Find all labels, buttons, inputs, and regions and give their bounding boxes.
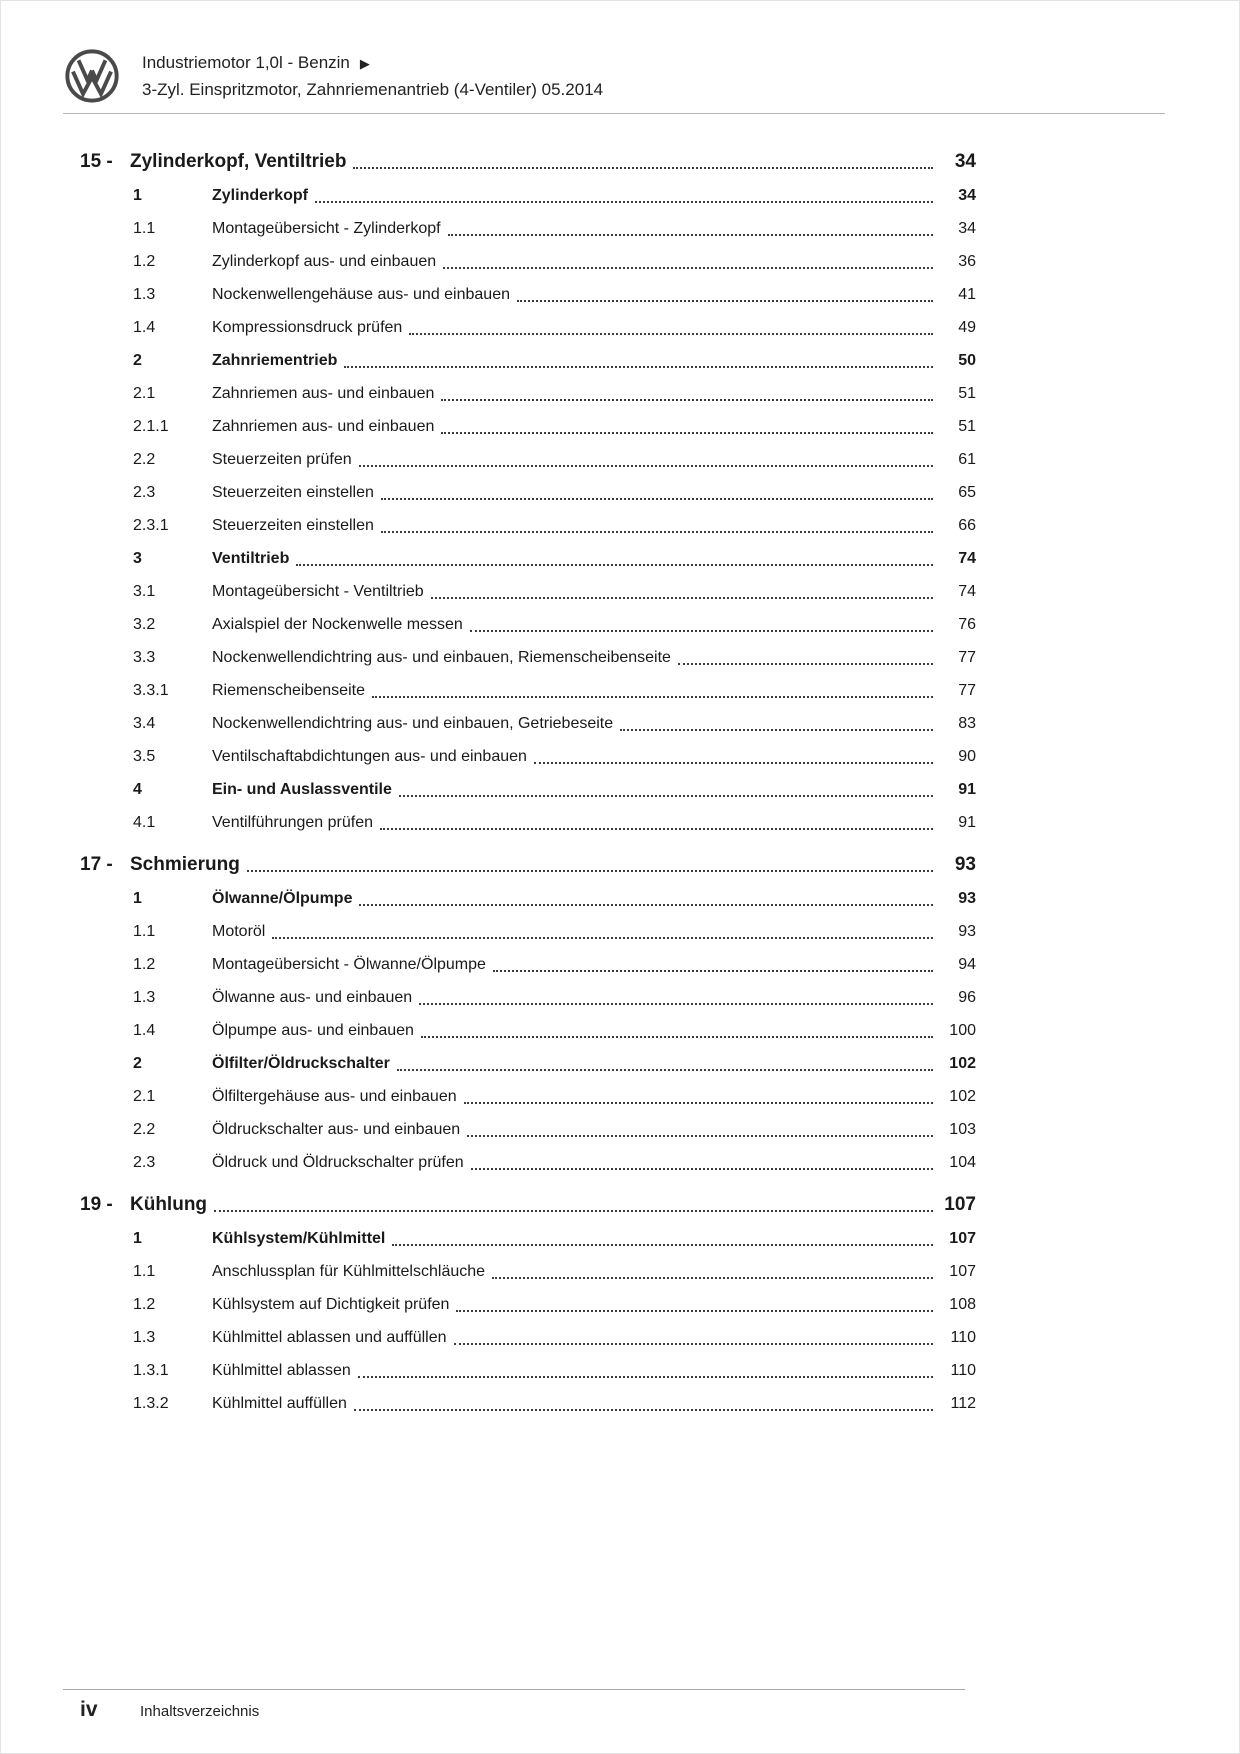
- dotted-leader: [344, 366, 933, 368]
- toc-entry-number: 1.1: [133, 923, 156, 940]
- toc-entry-number: 4.1: [133, 814, 156, 831]
- toc-entry[interactable]: [80, 882, 976, 915]
- toc-entry[interactable]: [80, 443, 976, 476]
- toc-entry-title: Ölpumpe aus- und einbauen: [212, 1022, 414, 1039]
- toc-entry-page: 100: [949, 1022, 976, 1039]
- dotted-leader: [315, 201, 933, 203]
- toc-entry-title: Ölwanne/Ölpumpe: [212, 890, 353, 907]
- dotted-leader: [678, 663, 933, 665]
- toc-entry-title: Öldruckschalter aus- und einbauen: [212, 1121, 461, 1138]
- toc-entry[interactable]: [80, 848, 976, 882]
- toc-entry[interactable]: [80, 145, 976, 179]
- toc-entry[interactable]: [80, 1014, 976, 1047]
- toc-entry[interactable]: [80, 377, 976, 410]
- toc-entry-title: Ölfilter/Öldruckschalter: [212, 1055, 390, 1072]
- document-subtitle: 3-Zyl. Einspritzmotor, Zahnriemenantrieb (4-Ventiler) 05.2014: [142, 80, 604, 99]
- toc-entry-title: Riemenscheibenseite: [212, 682, 365, 699]
- toc-entry-page: 77: [958, 682, 976, 699]
- toc-entry-number: 3.3: [133, 649, 156, 666]
- toc-entry-title: Öldruck und Öldruckschalter prüfen: [212, 1154, 464, 1171]
- toc-entry[interactable]: [80, 1113, 976, 1146]
- toc-entry[interactable]: [80, 278, 976, 311]
- dotted-leader: [441, 432, 933, 434]
- dotted-leader: [421, 1036, 933, 1038]
- dotted-leader: [534, 762, 933, 764]
- dotted-leader: [354, 1409, 933, 1411]
- toc-entry[interactable]: [80, 1188, 976, 1222]
- page-header: [64, 48, 1165, 104]
- toc-entry-title: Kühlung: [130, 1194, 208, 1215]
- toc-entry-number: 1: [133, 187, 142, 204]
- toc-entry-title: Kompressionsdruck prüfen: [212, 319, 403, 336]
- toc-entry-number: 3: [133, 550, 142, 567]
- dotted-leader: [372, 696, 933, 698]
- toc-entry-number: 1.1: [133, 1263, 156, 1280]
- dotted-leader: [381, 498, 933, 500]
- toc-entry-page: 36: [958, 253, 976, 270]
- dotted-leader: [467, 1135, 933, 1137]
- toc-entry-title: Ölwanne aus- und einbauen: [212, 989, 413, 1006]
- dotted-leader: [471, 1168, 933, 1170]
- toc-entry-title: Kühlmittel ablassen: [212, 1362, 351, 1379]
- toc-entry-page: 93: [958, 923, 976, 940]
- toc-entry-page: 107: [949, 1263, 976, 1280]
- footer-page-number: iv: [80, 1698, 98, 1721]
- toc-entry-title: Nockenwellengehäuse aus- und einbauen: [212, 286, 510, 303]
- dotted-leader: [431, 597, 933, 599]
- toc-entry-number: 4: [133, 781, 142, 798]
- dotted-leader: [380, 828, 933, 830]
- toc-entry-page: 93: [954, 854, 976, 875]
- toc-entry-page: 96: [958, 989, 976, 1006]
- toc-entry-title: Zylinderkopf, Ventiltrieb: [130, 151, 347, 172]
- toc-entry[interactable]: [80, 948, 976, 981]
- toc-entry[interactable]: [80, 806, 976, 839]
- toc-entry[interactable]: [80, 476, 976, 509]
- footer-label: Inhaltsverzeichnis: [140, 1703, 260, 1720]
- dotted-leader: [517, 300, 933, 302]
- toc-entry[interactable]: [80, 981, 976, 1014]
- toc-entry-page: 90: [958, 748, 976, 765]
- toc-entry[interactable]: [80, 608, 976, 641]
- toc-entry-number: 1.4: [133, 1022, 156, 1039]
- dotted-leader: [381, 531, 933, 533]
- toc-entry[interactable]: [80, 1047, 976, 1080]
- toc-entry[interactable]: [80, 1146, 976, 1179]
- page-footer: [80, 1698, 259, 1722]
- toc-entry-number: 1.1: [133, 220, 156, 237]
- toc-entry-title: Kühlsystem auf Dichtigkeit prüfen: [212, 1296, 450, 1313]
- dotted-leader: [441, 399, 933, 401]
- toc-entry-number: 19 -: [80, 1194, 113, 1215]
- toc-entry-page: 34: [958, 187, 976, 204]
- toc-entry[interactable]: [80, 1288, 976, 1321]
- toc-entry-page: 34: [958, 220, 976, 237]
- toc-entry-title: Kühlsystem/Kühlmittel: [212, 1230, 386, 1247]
- toc-entry-title: Montageübersicht - Zylinderkopf: [212, 220, 441, 237]
- toc-entry-page: 102: [949, 1088, 976, 1105]
- toc-entry-number: 2: [133, 1055, 142, 1072]
- header-text: [142, 48, 603, 103]
- toc-entry-number: 3.2: [133, 616, 156, 633]
- toc-entry-page: 61: [958, 451, 976, 468]
- dotted-leader: [359, 465, 933, 467]
- toc-entry-page: 103: [949, 1121, 976, 1138]
- toc-entry-title: Ölfiltergehäuse aus- und einbauen: [212, 1088, 457, 1105]
- toc-entry[interactable]: [80, 212, 976, 245]
- toc-entry-title: Zahnriemen aus- und einbauen: [212, 385, 435, 402]
- dotted-leader: [464, 1102, 933, 1104]
- toc-entry-number: 1.3.2: [133, 1395, 169, 1412]
- toc-entry-title: Zylinderkopf: [212, 187, 309, 204]
- toc-entry-number: 1.3: [133, 286, 156, 303]
- dotted-leader: [247, 870, 933, 872]
- dotted-leader: [456, 1310, 933, 1312]
- toc-entry-title: Schmierung: [130, 854, 240, 875]
- toc-entry-number: 17 -: [80, 854, 113, 875]
- dotted-leader: [214, 1210, 933, 1212]
- dotted-leader: [359, 904, 933, 906]
- header-divider: [63, 113, 1165, 114]
- toc-entry-number: 3.4: [133, 715, 156, 732]
- toc-entry-title: Montageübersicht - Ventiltrieb: [212, 583, 424, 600]
- toc-entry[interactable]: [80, 773, 976, 806]
- toc-entry[interactable]: [80, 1387, 976, 1420]
- toc-entry-page: 74: [958, 550, 976, 567]
- toc-entry[interactable]: [80, 509, 976, 542]
- toc-entry-page: 34: [954, 151, 976, 172]
- toc-entry-page: 65: [958, 484, 976, 501]
- toc-entry-number: 2.2: [133, 1121, 156, 1138]
- dotted-leader: [397, 1069, 933, 1071]
- toc-entry[interactable]: [80, 410, 976, 443]
- dotted-leader: [353, 167, 933, 169]
- toc-entry-number: 3.1: [133, 583, 156, 600]
- dotted-leader: [448, 234, 933, 236]
- toc-entry-title: Nockenwellendichtring aus- und einbauen, Getriebeseite: [212, 715, 614, 732]
- toc-entry-page: 41: [958, 286, 976, 303]
- toc-entry-number: 1.3.1: [133, 1362, 169, 1379]
- toc-entry-title: Axialspiel der Nockenwelle messen: [212, 616, 463, 633]
- dotted-leader: [392, 1244, 933, 1246]
- toc-entry-title: Ventiltrieb: [212, 550, 290, 567]
- dotted-leader: [419, 1003, 933, 1005]
- arrow-right-icon: ▶: [359, 56, 370, 71]
- toc-entry-title: Steuerzeiten prüfen: [212, 451, 352, 468]
- dotted-leader: [399, 795, 933, 797]
- footer-divider: [63, 1689, 965, 1690]
- toc-entry[interactable]: [80, 179, 976, 212]
- toc-entry[interactable]: [80, 1321, 976, 1354]
- toc-entry-page: 50: [958, 352, 976, 369]
- document-title-text: Industriemotor 1,0l - Benzin: [142, 53, 350, 72]
- toc-entry-number: 2.3.1: [133, 517, 169, 534]
- dotted-leader: [443, 267, 933, 269]
- toc-entry-page: 51: [958, 385, 976, 402]
- toc-entry-number: 2.2: [133, 451, 156, 468]
- toc-entry-page: 110: [950, 1362, 976, 1379]
- toc-entry-number: 2.1: [133, 385, 156, 402]
- toc-entry-title: Kühlmittel ablassen und auffüllen: [212, 1329, 447, 1346]
- dotted-leader: [493, 970, 933, 972]
- toc-entry-title: Anschlussplan für Kühlmittelschläuche: [212, 1263, 486, 1280]
- toc-entry-title: Ein- und Auslassventile: [212, 781, 392, 798]
- toc-entry[interactable]: [80, 915, 976, 948]
- vw-logo-icon: [64, 48, 120, 104]
- toc-entry-number: 1.3: [133, 989, 156, 1006]
- toc-entry-number: 1: [133, 1230, 142, 1247]
- toc-entry-number: 2.1.1: [133, 418, 169, 435]
- toc-entry-title: Zahnriemen aus- und einbauen: [212, 418, 435, 435]
- toc-entry-title: Zahnriementrieb: [212, 352, 338, 369]
- toc-entry-title: Nockenwellendichtring aus- und einbauen, Riemenscheibenseite: [212, 649, 671, 666]
- toc-entry-page: 93: [958, 890, 976, 907]
- toc-entry-number: 3.3.1: [133, 682, 169, 699]
- toc-entry-page: 51: [958, 418, 976, 435]
- toc-entry[interactable]: [80, 575, 976, 608]
- dotted-leader: [454, 1343, 933, 1345]
- toc: [80, 136, 976, 1420]
- toc-entry-title: Ventilführungen prüfen: [212, 814, 374, 831]
- toc-entry-page: 107: [949, 1230, 976, 1247]
- toc-entry[interactable]: [80, 740, 976, 773]
- toc-entry-number: 15 -: [80, 151, 113, 172]
- toc-entry-title: Zylinderkopf aus- und einbauen: [212, 253, 437, 270]
- toc-entry-title: Steuerzeiten einstellen: [212, 484, 374, 501]
- toc-entry-page: 74: [958, 583, 976, 600]
- dotted-leader: [409, 333, 933, 335]
- toc-entry-page: 77: [958, 649, 976, 666]
- dotted-leader: [296, 564, 933, 566]
- toc-entry-number: 1.4: [133, 319, 156, 336]
- toc-entry[interactable]: [80, 245, 976, 278]
- toc-entry[interactable]: [80, 707, 976, 740]
- toc-entry-page: 76: [958, 616, 976, 633]
- toc-entry-number: 2.3: [133, 1154, 156, 1171]
- toc-entry-number: 1.3: [133, 1329, 156, 1346]
- toc-entry-title: Kühlmittel auffüllen: [212, 1395, 347, 1412]
- toc-entry-number: 2.1: [133, 1088, 156, 1105]
- toc-entry-page: 94: [958, 956, 976, 973]
- toc-entry-number: 2: [133, 352, 142, 369]
- toc-entry-page: 112: [950, 1395, 976, 1412]
- toc-entry[interactable]: [80, 542, 976, 575]
- toc-entry-number: 1.2: [133, 956, 156, 973]
- toc-entry-page: 91: [958, 814, 976, 831]
- toc-entry[interactable]: [80, 1080, 976, 1113]
- toc-entry-number: 1: [133, 890, 142, 907]
- toc-entry-page: 108: [949, 1296, 976, 1313]
- toc-entry-title: Ventilschaftabdichtungen aus- und einbauen: [212, 748, 527, 765]
- toc-entry-title: Motoröl: [212, 923, 266, 940]
- toc-entry[interactable]: [80, 1255, 976, 1288]
- dotted-leader: [492, 1277, 933, 1279]
- toc-entry[interactable]: [80, 311, 976, 344]
- document-title: [142, 50, 603, 77]
- toc-entry-page: 49: [958, 319, 976, 336]
- toc-entry-title: Steuerzeiten einstellen: [212, 517, 374, 534]
- toc-entry[interactable]: [80, 674, 976, 707]
- toc-entry-page: 107: [944, 1194, 976, 1215]
- toc-entry[interactable]: [80, 641, 976, 674]
- toc-entry-page: 104: [949, 1154, 976, 1171]
- toc-entry-page: 91: [958, 781, 976, 798]
- dotted-leader: [358, 1376, 933, 1378]
- toc-entry[interactable]: [80, 1222, 976, 1255]
- dotted-leader: [620, 729, 933, 731]
- toc-entry-number: 1.2: [133, 253, 156, 270]
- toc-entry-page: 83: [958, 715, 976, 732]
- toc-entry[interactable]: [80, 1354, 976, 1387]
- toc-entry-page: 66: [958, 517, 976, 534]
- toc-entry-title: Montageübersicht - Ölwanne/Ölpumpe: [212, 956, 486, 973]
- toc-entry-number: 3.5: [133, 748, 156, 765]
- toc-entry-page: 110: [950, 1329, 976, 1346]
- toc-entry[interactable]: [80, 344, 976, 377]
- dotted-leader: [470, 630, 933, 632]
- toc-entry-number: 2.3: [133, 484, 156, 501]
- dotted-leader: [272, 937, 933, 939]
- toc-entry-page: 102: [949, 1055, 976, 1072]
- toc-entry-number: 1.2: [133, 1296, 156, 1313]
